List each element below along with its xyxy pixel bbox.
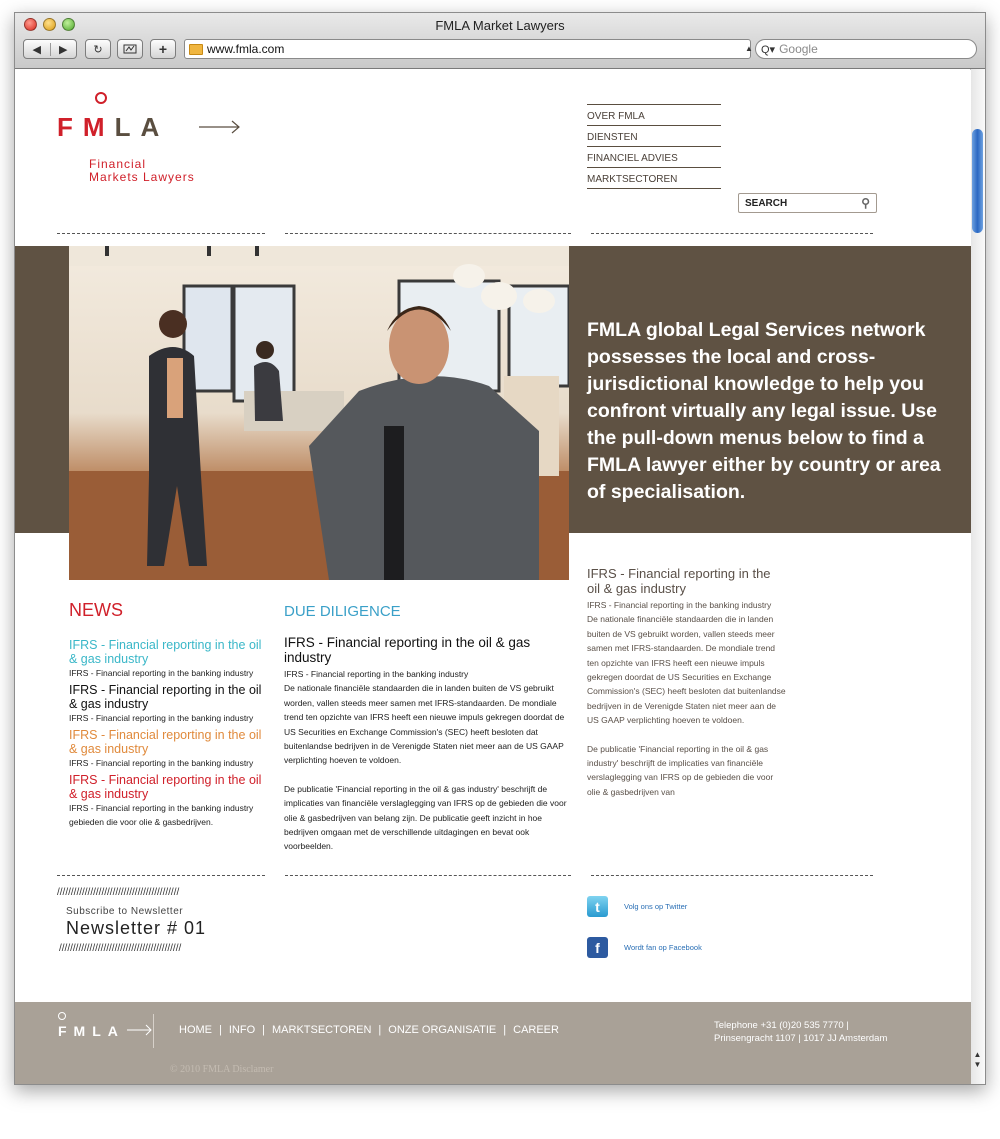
footer-divider <box>153 1014 154 1048</box>
browser-window <box>14 12 986 1085</box>
news-item-summary: IFRS - Financial reporting in the banking industry <box>69 758 254 768</box>
hero-photo-illustration <box>69 246 569 580</box>
divider <box>285 233 571 234</box>
vertical-scrollbar[interactable] <box>970 69 985 1084</box>
footer-nav: HOME | INFO | MARKTSECTOREN | ONZE ORGANISATIE | CAREER <box>179 1024 559 1036</box>
article-title[interactable]: IFRS - Financial reporting in the oil & gas industry <box>587 566 771 596</box>
news-item-title[interactable]: IFRS - Financial reporting in the oil & gas industry <box>69 773 262 801</box>
browser-search-placeholder: Google <box>779 42 818 56</box>
logo-ring-icon <box>95 92 107 104</box>
back-forward-buttons <box>23 39 77 59</box>
article-title[interactable]: IFRS - Financial reporting in the oil & gas industry <box>284 635 531 665</box>
facebook-label[interactable]: Wordt fan op Facebook <box>624 943 702 952</box>
nav-divider <box>587 188 721 189</box>
footer-copyright[interactable]: © 2010 FMLA Disclamer <box>170 1064 274 1075</box>
logo-arrow-icon <box>199 120 241 134</box>
back-button[interactable]: ◀ <box>32 43 41 56</box>
title-bar <box>15 13 985 69</box>
logo-subtitle: Financial Markets Lawyers <box>89 158 195 184</box>
hero-statement: FMLA global Legal Services network possesses the local and cross-jurisdictional knowledge to help you confront virtually any legal issue. Use the pull-down menus below to find a FMLA lawyer either by country or area of specialisation. <box>587 319 941 503</box>
divider <box>591 233 873 234</box>
right-article <box>587 566 787 813</box>
site-search-input[interactable] <box>738 193 877 213</box>
nav-item-financiel-advies[interactable]: FINANCIEL ADVIES <box>587 146 721 167</box>
footer-logo-ring-icon <box>58 1012 66 1020</box>
divider <box>57 875 265 876</box>
news-item-title[interactable]: IFRS - Financial reporting in the oil & gas industry <box>69 638 262 666</box>
forward-button[interactable]: ▶ <box>50 43 77 56</box>
snapback-icon <box>123 44 137 54</box>
footer-phone: Telephone +31 (0)20 535 7770 | <box>714 1020 849 1031</box>
footer-link-career[interactable]: CAREER <box>513 1024 559 1036</box>
facebook-icon[interactable]: f <box>587 937 608 958</box>
url-dropdown-icon[interactable]: ▲ <box>745 44 753 53</box>
reload-button[interactable]: ↻ <box>85 39 111 59</box>
browser-search-field[interactable] <box>755 39 977 59</box>
divider <box>57 233 265 234</box>
divider <box>285 875 571 876</box>
divider <box>591 875 873 876</box>
logo-letters: FMLA <box>57 112 170 142</box>
article-paragraph: De publicatie 'Financial reporting in the oil & gas industry' beschrijft de implicaties van financiële verslaglegging van IFRS op de gebieden die voor olie & gasbedrijven van <box>587 743 774 797</box>
scrollbar-thumb[interactable] <box>972 129 983 233</box>
address-bar[interactable] <box>184 39 751 59</box>
footer-logo[interactable]: FMLA <box>58 1023 125 1039</box>
news-item[interactable] <box>69 773 269 829</box>
news-item-summary: IFRS - Financial reporting in the banking industry <box>69 713 254 723</box>
web-page <box>15 70 971 1085</box>
footer-link-marktsectoren[interactable]: MARKTSECTOREN <box>272 1024 372 1036</box>
due-diligence-heading: DUE DILIGENCE <box>284 603 401 620</box>
nav-item-over-fmla[interactable]: OVER FMLA <box>587 104 721 125</box>
address-url: www.fmla.com <box>207 42 285 56</box>
news-list <box>69 638 269 832</box>
search-icon[interactable]: ⚲ <box>861 196 870 210</box>
nav-item-diensten[interactable]: DIENSTEN <box>587 125 721 146</box>
article-paragraph: De nationale financiële standaarden die in landen buiten de VS gebruikt worden, vallen steeds meer samen met IFRS-standaarden. De mondiale trend ten opzichte van IFRS heeft een nieuwe impuls gekregen doordat de US Securities en Exchange Commission's (SEC) heeft besloten dat buitenlandse bedrijven in de Verenigde Staten niet meer aan de US GAAP verplichting hoeven te voldoen. <box>284 683 565 766</box>
twitter-icon[interactable]: t <box>587 896 608 917</box>
news-item[interactable] <box>69 638 269 680</box>
article-paragraph: De nationale financiële standaarden die in landen buiten de VS gebruikt worden, vallen steeds meer samen met IFRS-standaarden. De mondiale trend ten opzichte van IFRS heeft een nieuwe impuls gekregen doordat de US Securities en Exchange Commission's (SEC) heeft besloten dat buitenlandse bedrijven in de Verenigde Staten niet meer aan de US GAAP verplichting hoeven te voldoen. <box>587 614 786 726</box>
site-favicon-icon <box>189 44 203 55</box>
footer-contact <box>714 1019 887 1045</box>
newsletter-title[interactable]: Newsletter # 01 <box>66 918 207 938</box>
scroll-arrows[interactable]: ▲ ▼ <box>973 1050 982 1069</box>
article-subtitle: IFRS - Financial reporting in the banking industry <box>284 669 469 679</box>
site-search-label: SEARCH <box>745 198 788 209</box>
footer-arrow-icon <box>127 1024 153 1036</box>
hero-office-photo <box>69 246 569 580</box>
newsletter-decoration: //////////////////////////////////////////// <box>57 887 180 898</box>
due-diligence-article <box>284 635 569 868</box>
news-item-summary: IFRS - Financial reporting in the banking industry gebieden die voor olie & gasbedrijven. <box>69 803 254 827</box>
facebook-link[interactable] <box>587 937 702 958</box>
footer-link-home[interactable]: HOME <box>179 1024 212 1036</box>
snapback-button[interactable] <box>117 39 143 59</box>
news-item-title[interactable]: IFRS - Financial reporting in the oil & gas industry <box>69 683 262 711</box>
twitter-link[interactable] <box>587 896 687 917</box>
newsletter-subscribe-link[interactable]: Subscribe to Newsletter <box>66 906 184 917</box>
site-footer <box>15 1002 971 1085</box>
news-item-summary: IFRS - Financial reporting in the banking industry <box>69 668 254 678</box>
article-paragraph: De publicatie 'Financial reporting in the oil & gas industry' beschrijft de implicaties van financiële verslaglegging van IFRS op de gebieden die voor olie & gasbedrijven van belang zijn. De publicatie geeft inzicht in hoe bedrijven omgaan met de verschillende uitdagingen en bevat ook voorbeelden. <box>284 783 567 852</box>
news-item[interactable] <box>69 728 269 770</box>
newsletter-decoration: //////////////////////////////////////////// <box>59 943 182 954</box>
news-item-title[interactable]: IFRS - Financial reporting in the oil & gas industry <box>69 728 262 756</box>
news-item[interactable] <box>69 683 269 725</box>
window-title: FMLA Market Lawyers <box>435 18 565 33</box>
search-icon: Q▾ <box>761 43 776 56</box>
footer-link-info[interactable]: INFO <box>228 1024 256 1036</box>
footer-link-onze-organisatie[interactable]: ONZE ORGANISATIE <box>388 1024 497 1036</box>
add-bookmark-button[interactable]: + <box>150 39 176 59</box>
news-heading: NEWS <box>69 600 123 620</box>
twitter-label[interactable]: Volg ons op Twitter <box>624 902 688 911</box>
footer-address: Prinsengracht 1107 | 1017 JJ Amsterdam <box>714 1033 888 1044</box>
article-subtitle: IFRS - Financial reporting in the banking industry <box>587 600 772 610</box>
nav-item-marktsectoren[interactable]: MARKTSECTOREN <box>587 167 721 188</box>
main-nav <box>587 104 721 189</box>
